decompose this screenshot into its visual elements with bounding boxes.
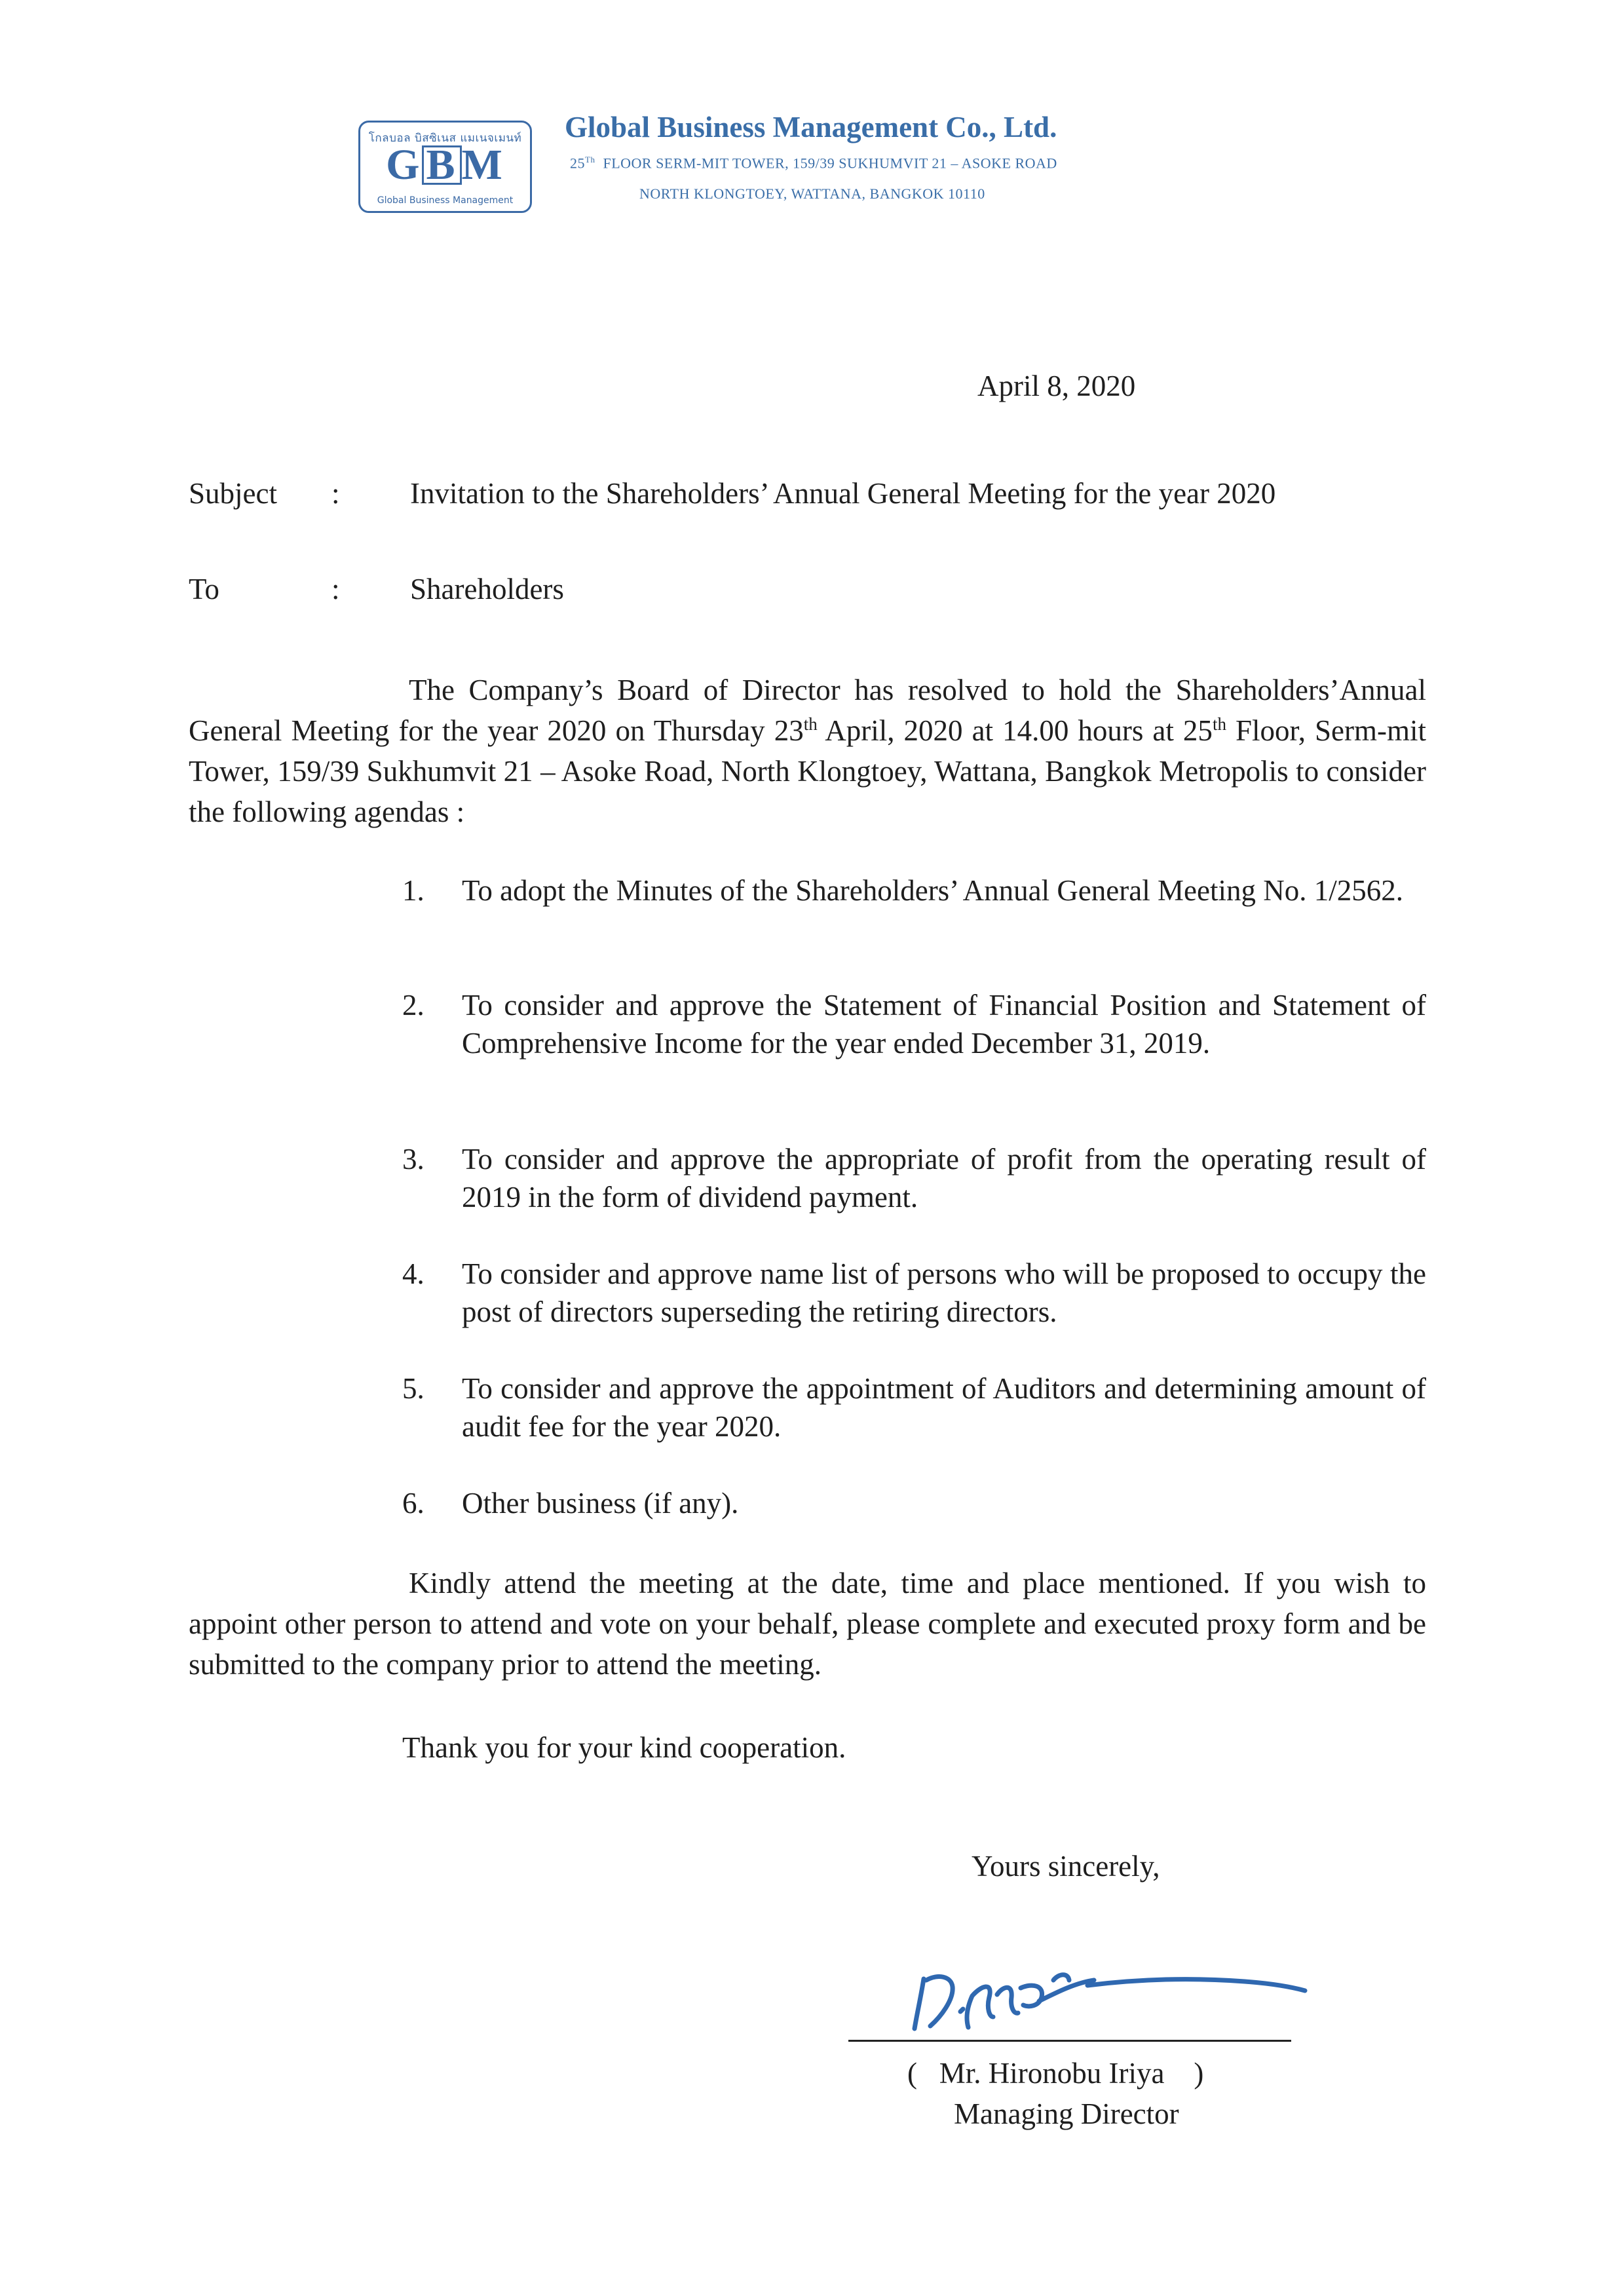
agenda-number: 1. [402, 874, 425, 907]
agenda-item [402, 1369, 1426, 1445]
signatory-title: Managing Director [954, 2097, 1179, 2130]
agenda-item [402, 986, 1426, 1062]
intro-text-a: The Company’s Board of Director has resolved to hold the Shareholders’Annual General Meeting for the year 2020 on Thursday 23 [189, 674, 1426, 747]
subject-label: Subject [189, 477, 277, 510]
intro-ordinal-2: th [1212, 714, 1226, 734]
subject-colon: : [331, 477, 340, 510]
closing-paragraph [189, 1563, 1426, 1685]
closing-text: Kindly attend the meeting at the date, time and place mentioned. If you wish to appoint other person to attend and vote on your behalf, please complete and executed proxy form and be submitted to the company prior to attend the meeting. [189, 1567, 1426, 1681]
to-colon: : [331, 573, 340, 605]
agenda-number: 3. [402, 1143, 425, 1176]
intro-ordinal-1: th [803, 714, 818, 734]
logo-mark [360, 141, 530, 189]
agenda-text: To consider and approve the Statement of Financial Position and Statement of Comprehensive Income for the year ended December 31, 2019. [462, 989, 1426, 1060]
agenda-text: To consider and approve name list of persons who will be proposed to occupy the post of directors superseding the retiring directors. [462, 1257, 1426, 1328]
agenda-number: 2. [402, 989, 425, 1022]
address-floor-suffix: Th [585, 155, 595, 164]
to-label: To [189, 573, 219, 605]
address-line1-text: FLOOR SERM-MIT TOWER, 159/39 SUKHUMVIT 21 – ASOKE ROAD [603, 155, 1057, 172]
signatory-name: ( Mr. Hironobu Iriya ) [907, 2057, 1204, 2090]
company-name: Global Business Management Co., Ltd. [565, 111, 1057, 144]
letter-date: April 8, 2020 [977, 370, 1136, 402]
address-floor-number: 25 [570, 155, 585, 172]
company-address-line2: NORTH KLONGTOEY, WATTANA, BANGKOK 10110 [639, 185, 985, 202]
subject-value: Invitation to the Shareholders’ Annual General Meeting for the year 2020 [410, 477, 1276, 510]
thanks-line: Thank you for your kind cooperation. [402, 1731, 846, 1764]
signature-line [848, 2040, 1291, 2042]
sign-off: Yours sincerely, [972, 1850, 1160, 1883]
intro-paragraph [189, 670, 1426, 832]
logo-thai-text: โกลบอล บิสซิเนส แมเนจเมนท์ [368, 132, 522, 145]
agenda-number: 4. [402, 1257, 425, 1290]
agenda-text: To adopt the Minutes of the Shareholders’ Annual General Meeting No. 1/2562. [462, 874, 1403, 907]
logo-mark-m: M [461, 141, 504, 189]
agenda-item [402, 871, 1426, 909]
agenda-item [402, 1255, 1426, 1331]
to-value: Shareholders [410, 573, 564, 605]
intro-text-c: Floor, Serm-mit Tower, 159/39 Sukhumvit 21 – Asoke Road, North Klongtoey, Wattana, Bangkok Metropolis to consider the following agendas : [189, 714, 1426, 828]
company-address-line1 [570, 155, 1057, 172]
logo-mark-b: B [422, 145, 462, 185]
agenda-text: To consider and approve the appropriate of profit from the operating result of 2019 in the form of dividend payment. [462, 1143, 1426, 1214]
agenda-item [402, 1484, 1426, 1522]
logo-mark-g: G [386, 141, 422, 189]
agenda-text: To consider and approve the appointment of Auditors and determining amount of audit fee for the year 2020. [462, 1372, 1426, 1443]
agenda-number: 6. [402, 1487, 425, 1520]
agenda-text: Other business (if any). [462, 1487, 739, 1520]
intro-text-b: April, 2020 at 14.00 hours at 25 [817, 714, 1213, 747]
handwritten-signature [904, 1940, 1323, 2038]
agenda-number: 5. [402, 1372, 425, 1405]
agenda-item [402, 1140, 1426, 1216]
logo-subtitle: Global Business Management [377, 195, 514, 206]
company-logo [358, 121, 532, 213]
